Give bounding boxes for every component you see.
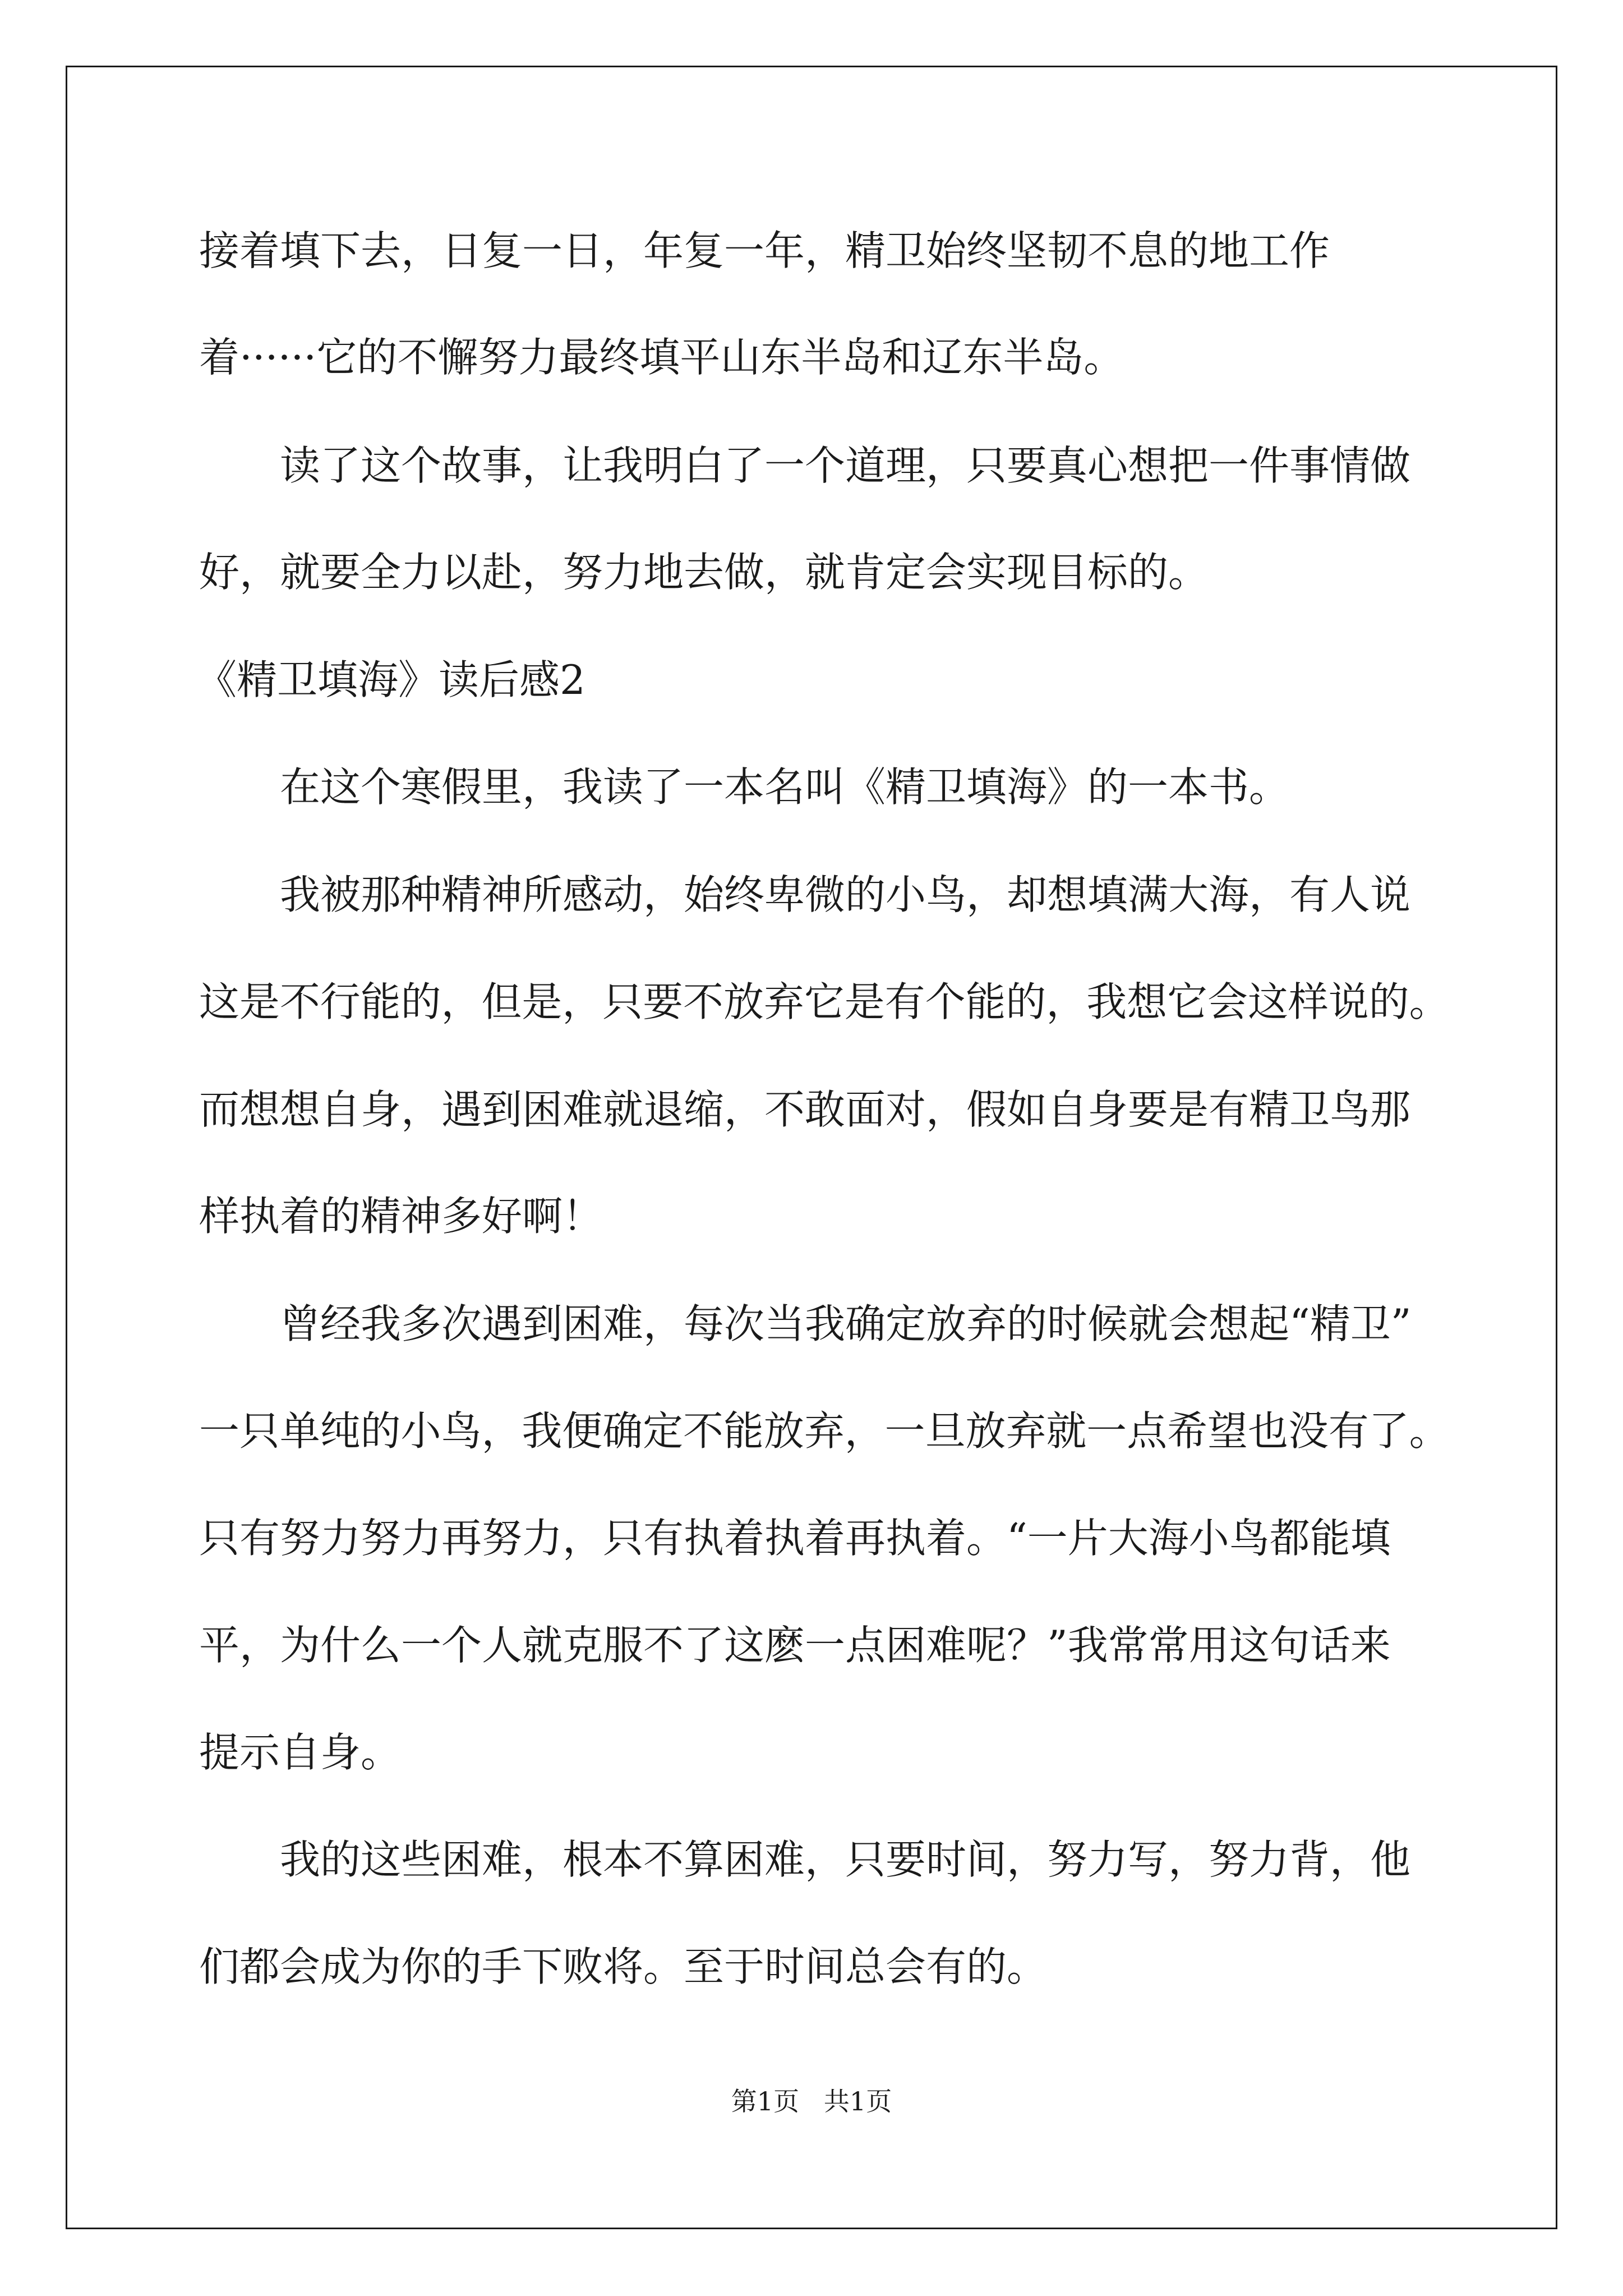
text-line: 只有努力努力再努力，只有执着执着再执着。“一片大海小鸟都能填 [199, 1515, 1391, 1562]
text-line: 平，为什么一个人就克服不了这麽一点困难呢？”我常常用这句话来 [199, 1622, 1391, 1669]
text-line: 曾经我多次遇到困难，每次当我确定放弃的时候就会想起“精卫” [280, 1300, 1412, 1347]
text-line: 接着填下去，日复一日，年复一年，精卫始终坚韧不息的地工作 [199, 227, 1330, 274]
text-line: 好，就要全力以赴，努力地去做，就肯定会实现目标的。 [199, 549, 1209, 596]
text-line: 样执着的精神多好啊！ [199, 1193, 603, 1240]
section-heading: 《精卫填海》读后感2 [196, 656, 585, 703]
text-line: 着······它的不懈努力最终填平山东半岛和辽东半岛。 [199, 334, 1124, 381]
text-line: 一只单纯的小鸟，我便确定不能放弃，一旦放弃就一点希望也没有了。 [199, 1407, 1450, 1455]
page-border [66, 66, 1557, 2229]
text-line: 我的这些困难，根本不算困难，只要时间，努力写，努力背，他 [280, 1836, 1411, 1883]
text-line: 而想想自身，遇到困难就退缩，不敢面对，假如自身要是有精卫鸟那 [199, 1086, 1411, 1133]
text-line: 我被那种精神所感动，始终卑微的小鸟，却想填满大海，有人说 [280, 871, 1411, 918]
page-footer: 第1页 共1页 [731, 2086, 892, 2116]
text-line: 们都会成为你的手下败将。至于时间总会有的。 [199, 1943, 1048, 1990]
text-line: 提示自身。 [199, 1729, 402, 1776]
text-line: 在这个寒假里，我读了一本名叫《精卫填海》的一本书。 [280, 763, 1290, 811]
text-line: 读了这个故事，让我明白了一个道理，只要真心想把一件事情做 [280, 442, 1411, 489]
text-line: 这是不行能的，但是，只要不放弃它是有个能的，我想它会这样说的。 [199, 978, 1450, 1025]
